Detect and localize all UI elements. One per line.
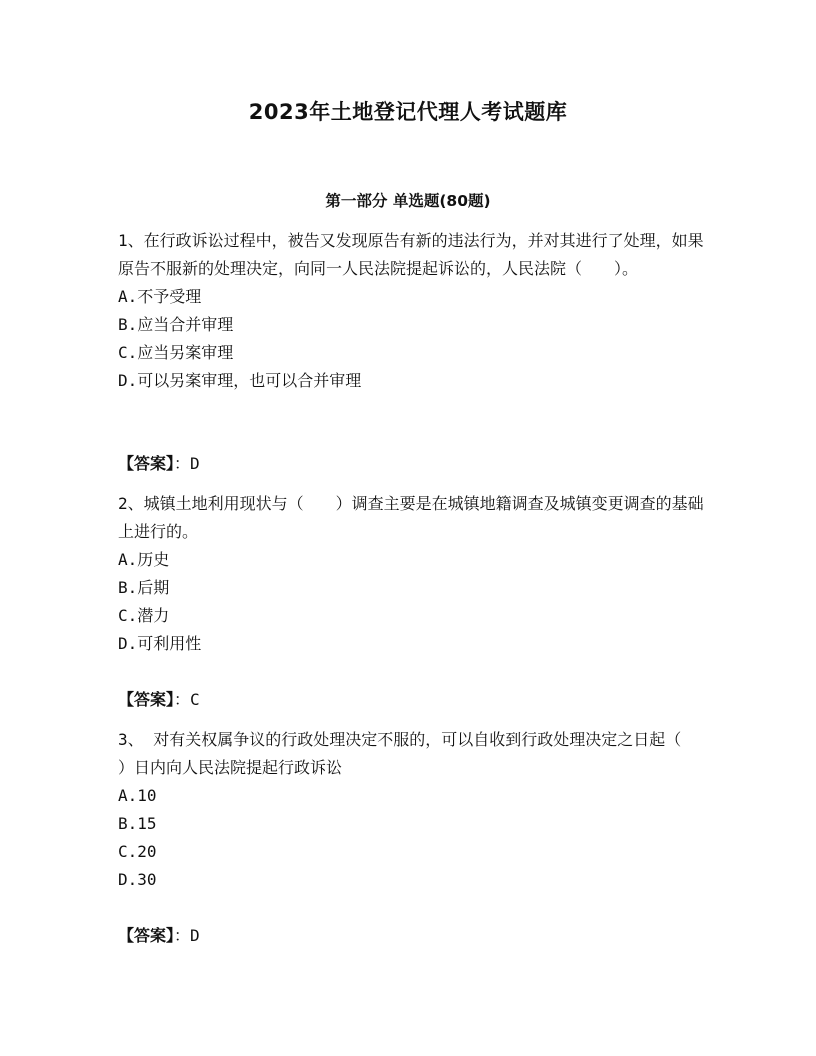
option-a: A.10 — [118, 786, 157, 805]
answer-label: 【答案】 — [118, 926, 175, 945]
option-a: A.历史 — [118, 550, 170, 569]
question-stem: 1、在行政诉讼过程中，被告又发现原告有新的违法行为，并对其进行了处理，如果原告不服新的处理决定，向同一人民法院提起诉讼的，人民法院（ ）。 — [118, 231, 704, 278]
answer-value: ：D — [174, 926, 200, 945]
question-3 — [118, 726, 714, 894]
question-stem: 3、 对有关权属争议的行政处理决定不服的，可以自收到行政处理决定之日起（ ）日内向人民法院提起行政诉讼 — [118, 730, 714, 777]
option-c: C.应当另案审理 — [118, 343, 234, 362]
answer-label: 【答案】 — [118, 454, 175, 473]
question-1 — [118, 227, 708, 395]
answer-value: ：C — [174, 690, 200, 709]
option-d: D.可以另案审理，也可以合并审理 — [118, 371, 362, 390]
option-b: B.后期 — [118, 578, 170, 597]
answer-2 — [118, 686, 708, 714]
option-d: D.可利用性 — [118, 634, 202, 653]
option-b: B.15 — [118, 814, 157, 833]
document-title: 2023年土地登记代理人考试题库 — [248, 100, 568, 124]
option-b: B.应当合并审理 — [118, 315, 234, 334]
section-title: 第一部分 单选题(80题) — [325, 192, 491, 210]
option-a: A.不予受理 — [118, 287, 202, 306]
answer-1 — [118, 450, 708, 478]
option-d: D.30 — [118, 870, 157, 889]
question-2 — [118, 490, 708, 658]
answer-label: 【答案】 — [118, 690, 175, 709]
answer-value: ：D — [174, 454, 200, 473]
option-c: C.20 — [118, 842, 157, 861]
answer-3 — [118, 922, 708, 950]
option-c: C.潜力 — [118, 606, 170, 625]
question-stem: 2、城镇土地利用现状与（ ）调查主要是在城镇地籍调查及城镇变更调查的基础上进行的。 — [118, 494, 704, 541]
